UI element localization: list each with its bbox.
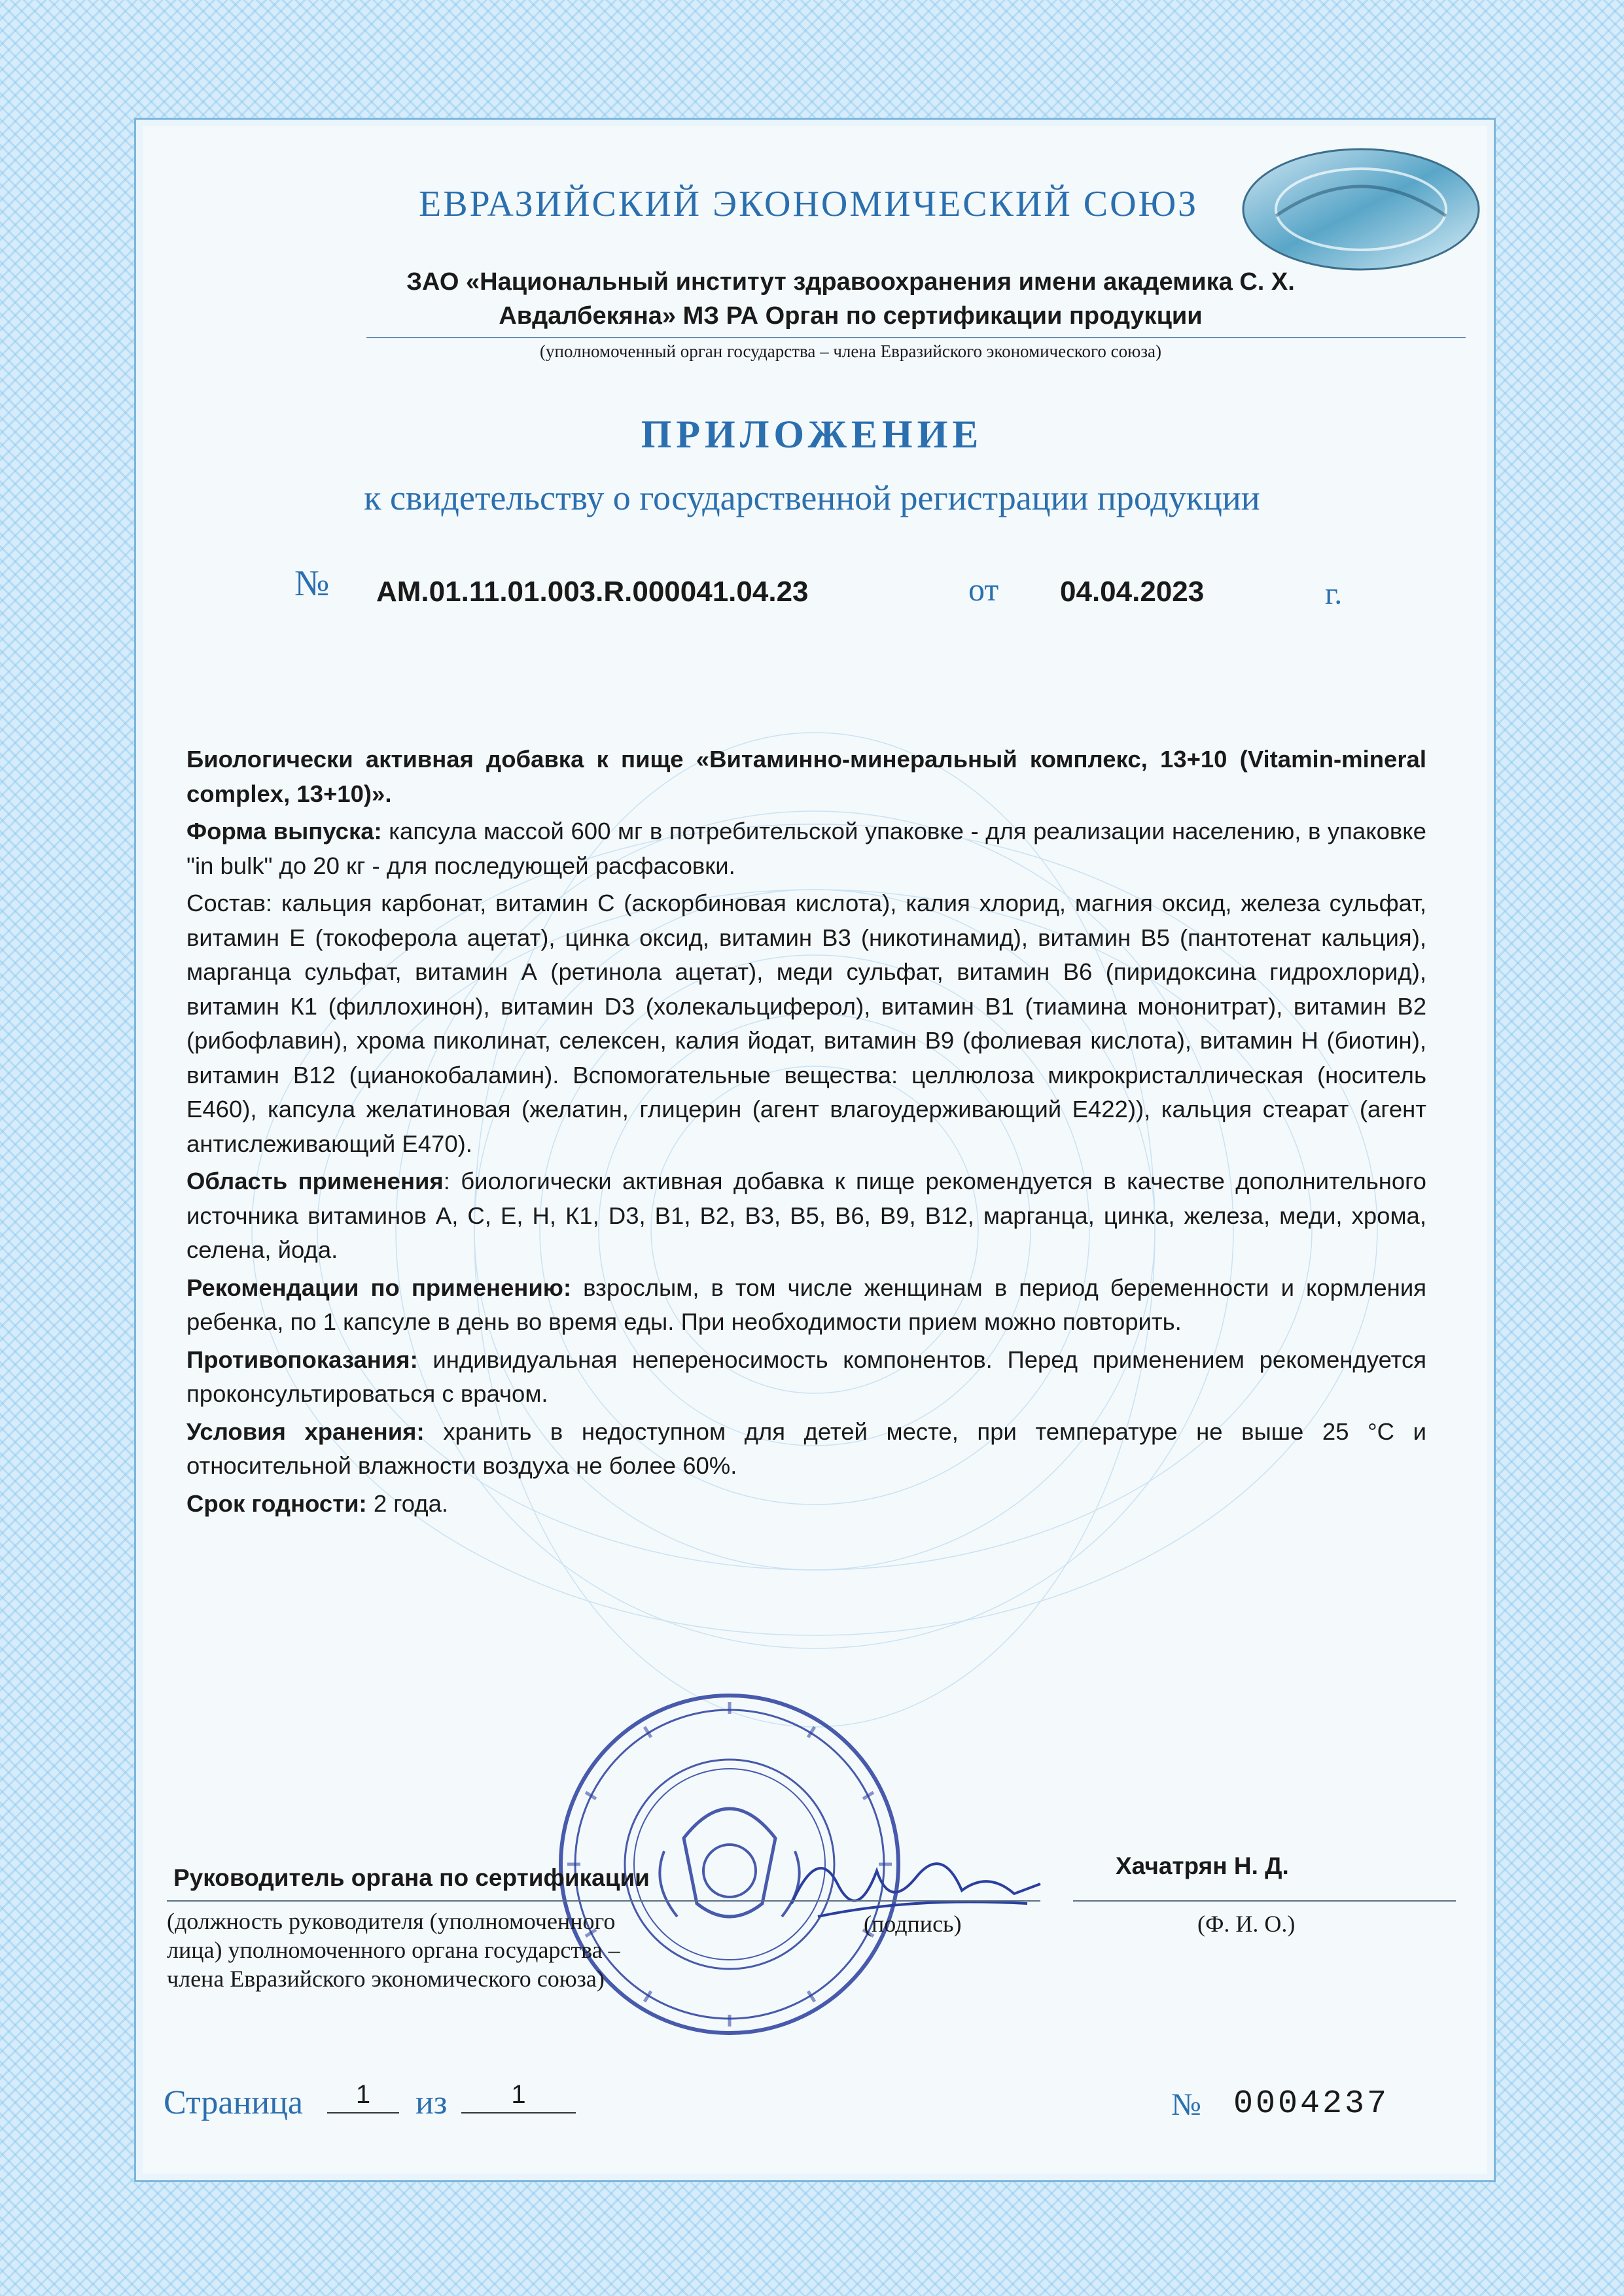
storage-paragraph: [186, 1415, 1426, 1484]
form-text: капсула массой 600 мг в потребительской упаковке - для реализации населению, в упаковке "in bulk" до 20 кг - для последующей расфасовки.: [186, 818, 1426, 879]
page-total: 1: [461, 2080, 576, 2113]
contraindications-label: Противопоказания:: [186, 1346, 418, 1373]
shelf-life-label: Срок годности:: [186, 1489, 367, 1517]
product-intro-text: Биологически активная добавка к пище «Витаминно-минеральный комплекс, 13+10 (Vitamin-mineral complex, 13+10)».: [186, 746, 1426, 807]
document-subtitle: к свидетельству о государственной регистрации продукции: [364, 478, 1260, 517]
area-label: Область применения: [186, 1168, 444, 1194]
union-title: ЕВРАЗИЙСКИЙ ЭКОНОМИЧЕСКИЙ СОЮЗ: [419, 184, 1199, 224]
usage-label: Рекомендации по применению:: [186, 1274, 572, 1301]
registration-year-suffix: г.: [1325, 576, 1343, 611]
product-intro: [186, 742, 1426, 811]
form-paragraph: [186, 814, 1426, 883]
contraindications-text: индивидуальная непереносимость компонентов. Перед применением рекомендуется проконсультироваться с врачом.: [186, 1346, 1426, 1407]
composition-paragraph: [186, 886, 1426, 1161]
organization-name-line1: ЗАО «Национальный институт здравоохранения имени академика С. Х.: [406, 268, 1295, 296]
position-underline: [167, 1900, 824, 1902]
contraindications-paragraph: [186, 1343, 1426, 1412]
name-underline: [1073, 1900, 1456, 1902]
registration-from-label: от: [968, 571, 999, 608]
shelf-life-text: 2 года.: [373, 1489, 449, 1517]
product-description: [186, 742, 1426, 1524]
registration-number-sign: №: [294, 563, 330, 604]
signature-note: (подпись): [864, 1911, 962, 1937]
storage-text: хранить в недоступном для детей месте, при температуре не выше 25 °С и относительной влажности воздуха не более 60%.: [186, 1418, 1426, 1479]
area-paragraph: [186, 1164, 1426, 1268]
serial-number-sign: №: [1171, 2087, 1201, 2122]
area-text: : биологически активная добавка к пище рекомендуется в качестве дополнительного источника витаминов А, С, Е, Н, К1, D3, В1, В2, В3, В5, В6, В9, В12, марганца, цинка, железа, меди, хрома, селена, йода.: [186, 1168, 1426, 1263]
usage-paragraph: [186, 1271, 1426, 1340]
composition-label: Состав:: [186, 890, 273, 916]
usage-text: взрослым, в том числе женщинам в период беременности и кормления ребенка, по 1 капсуле в день во время еды. При необходимости прием можно повторить.: [186, 1274, 1426, 1335]
page-current: 1: [327, 2080, 399, 2113]
storage-label: Условия хранения:: [186, 1418, 425, 1445]
organization-underline: [366, 337, 1466, 338]
registration-date: 04.04.2023: [1060, 576, 1205, 608]
name-note: (Ф. И. О.): [1197, 1911, 1296, 1937]
organization-name-line2: Авдалбекяна» МЗ РА Орган по сертификации продукции: [499, 302, 1203, 330]
organization-note: (уполномоченный орган государства – члена Евразийского экономического союза): [540, 341, 1161, 361]
page-of-label: из: [415, 2084, 448, 2121]
shelf-life-paragraph: [186, 1487, 1426, 1522]
registration-number: AM.01.11.01.003.R.000041.04.23: [376, 576, 809, 608]
head-name: Хачатрян Н. Д.: [1116, 1852, 1289, 1879]
hologram-icon: [1237, 144, 1485, 275]
position-note: (должность руководителя (уполномоченного лица) уполномоченного органа государства – члена Евразийского экономического союза): [167, 1908, 620, 1992]
organization-name: [366, 265, 1335, 333]
signature-underline: [824, 1900, 1040, 1902]
page-label: Страница: [164, 2084, 304, 2121]
document-title: ПРИЛОЖЕНИЕ: [641, 413, 983, 456]
head-of-certification-label: Руководитель органа по сертификации: [173, 1864, 650, 1891]
composition-text: кальция карбонат, витамин С (аскорбиновая кислота), калия хлорид, магния оксид, железа сульфат, витамин Е (токоферола ацетат), цинка оксид, витамин В3 (никотинамид), витамин В5 (пантотенат кальция), марганца сульфат, витамин А (ретинола ацетат), меди сульфат, витамин В6 (пиридоксина гидрохлорид), витамин К1 (филлохинон), витамин D3 (холекальциферол), витамин В1 (тиамина мононитрат), витамин В2 (рибофлавин), хрома пиколинат, селексен, калия йодат, витамин В9 (фолиевая кислота), витамин Н (биотин), витамин В12 (цианокобаламин). Вспомогательные вещества: целлюлоза микрокристаллическая (носитель Е460), капсула желатиновая (желатин, глицерин (агент влагоудерживающий Е422)), кальция стеарат (агент антислеживающий Е470).: [186, 890, 1426, 1157]
form-label: Форма выпуска:: [186, 818, 382, 844]
serial-number: 0004237: [1233, 2085, 1390, 2123]
